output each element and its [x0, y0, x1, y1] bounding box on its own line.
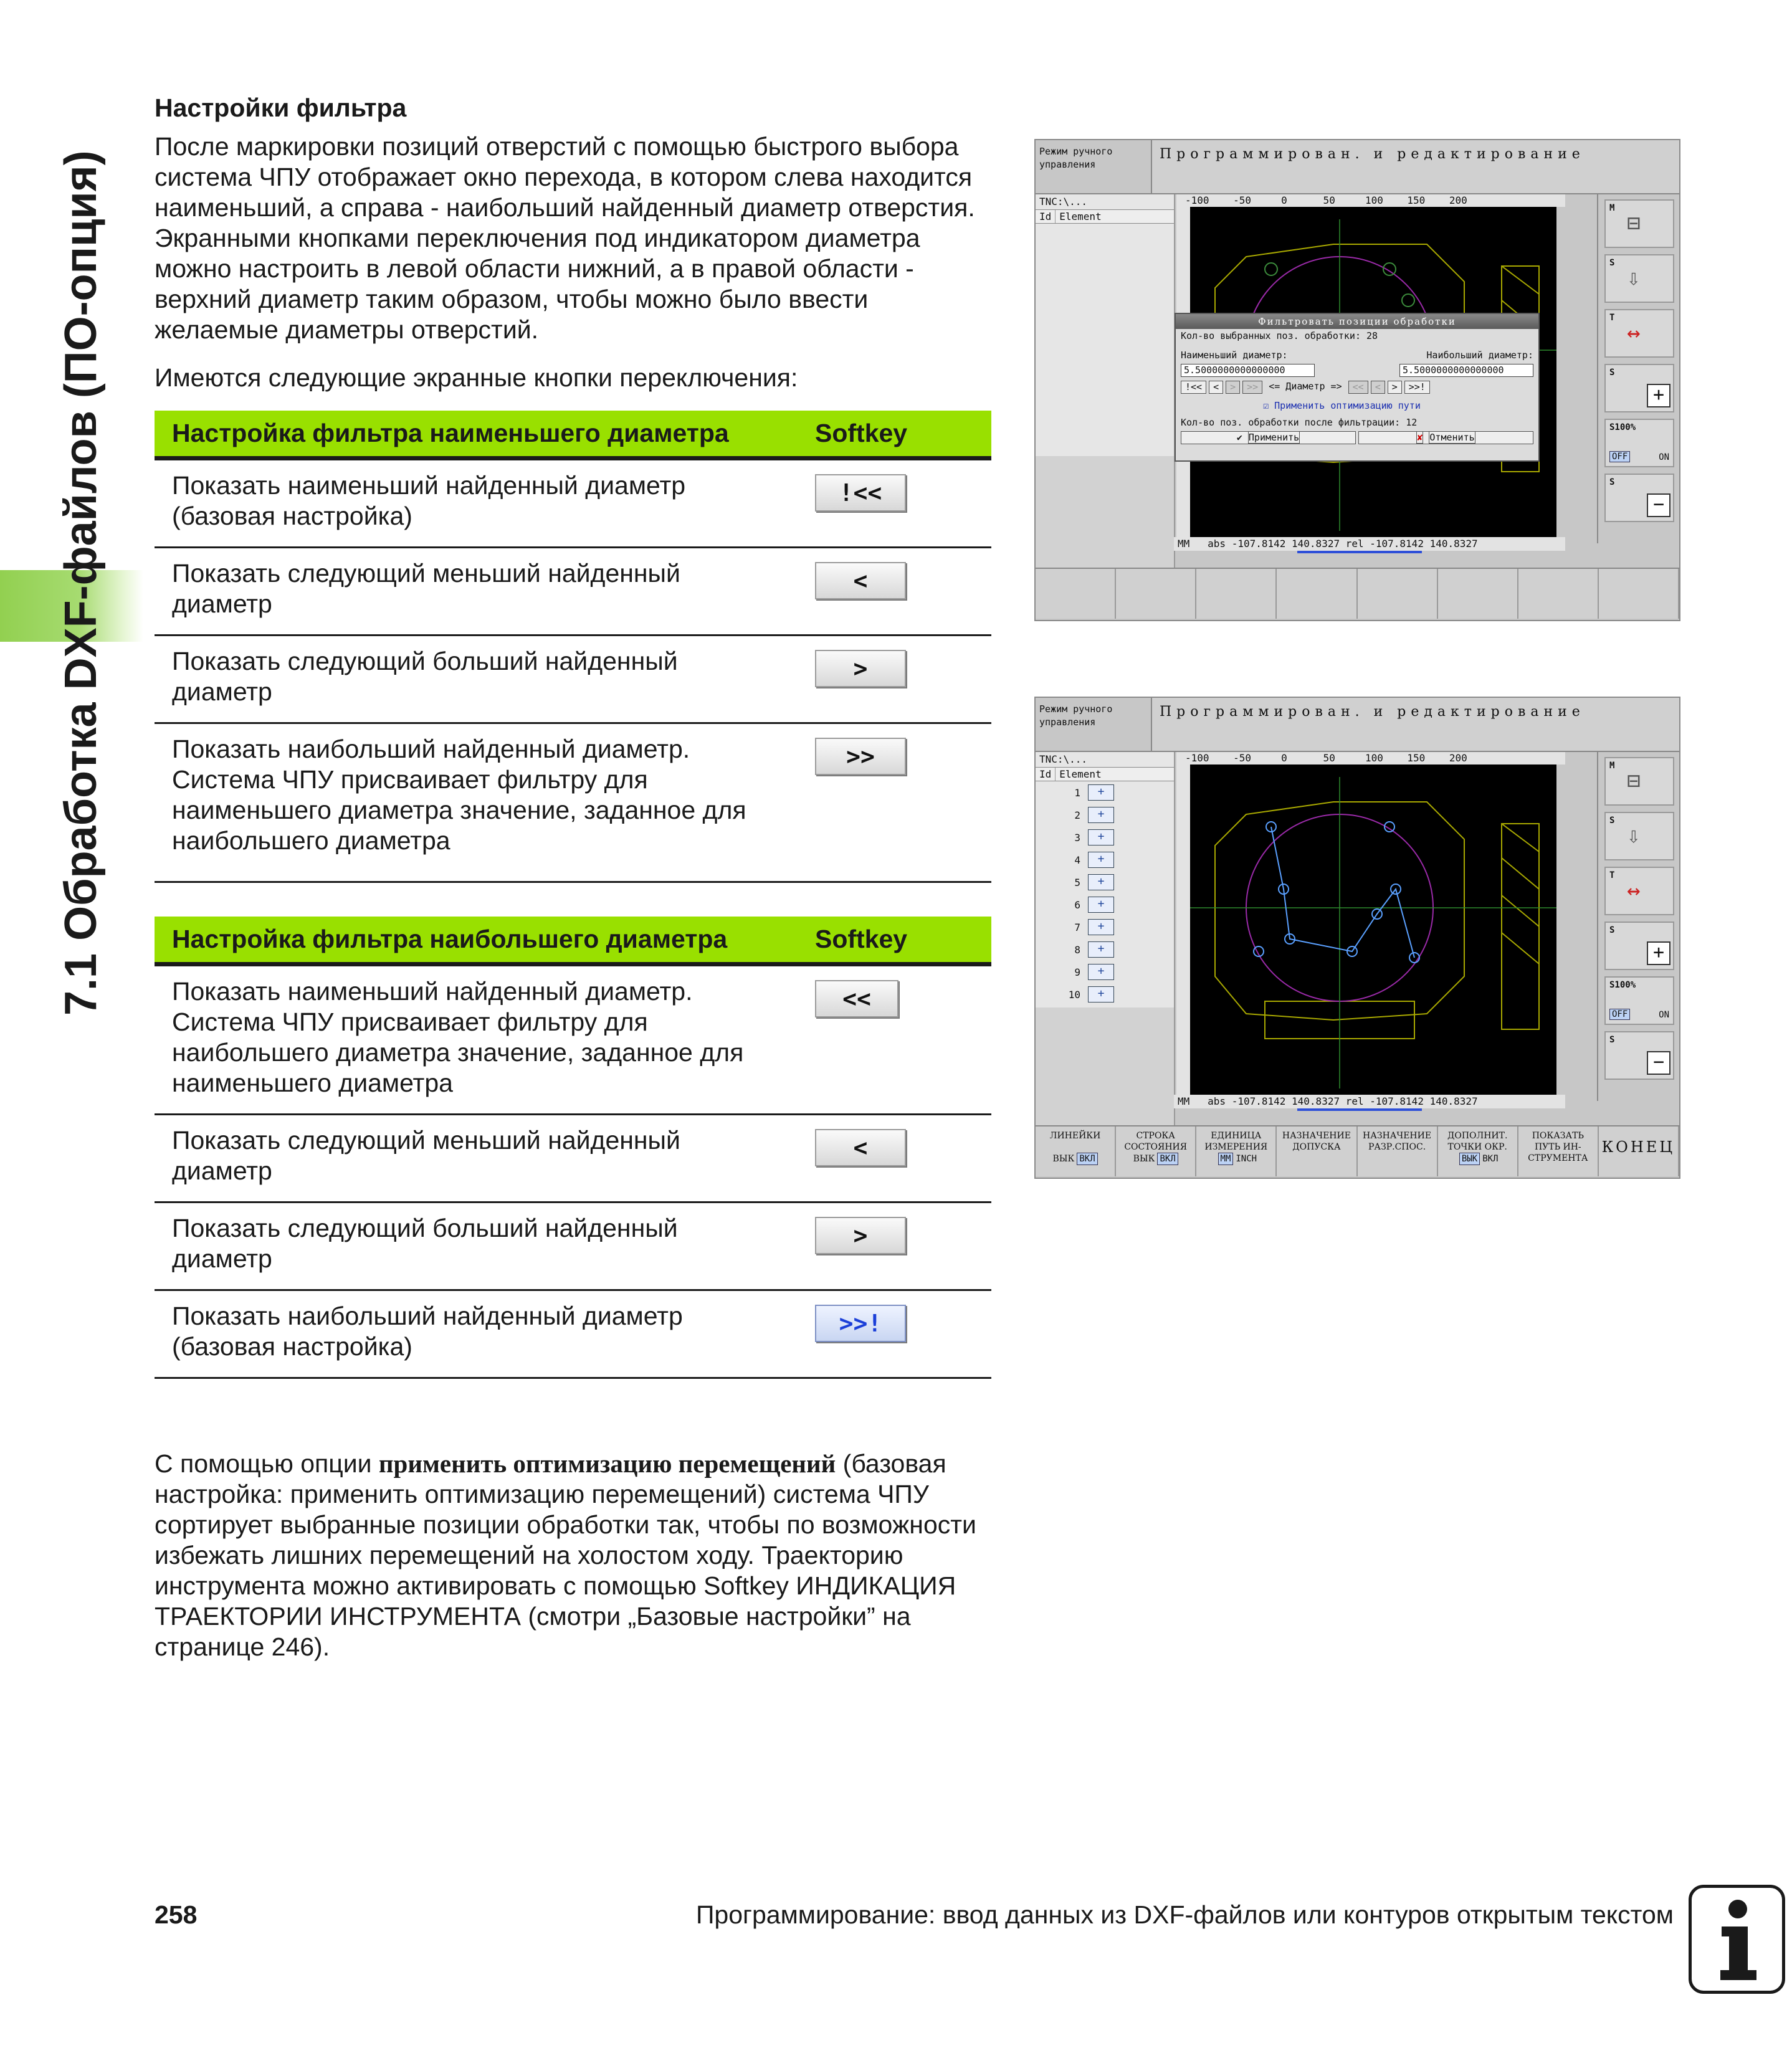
- s-plus-key[interactable]: [1604, 364, 1674, 412]
- apply-label: Применить: [1248, 432, 1300, 443]
- s100-key[interactable]: [1604, 419, 1674, 467]
- first-min-softkey[interactable]: !<<: [815, 474, 906, 512]
- softkey-units[interactable]: [1196, 1126, 1277, 1176]
- list-item[interactable]: [1036, 804, 1174, 826]
- softkey-tolerance[interactable]: [1277, 1126, 1357, 1176]
- table-row: [155, 548, 991, 636]
- softkey-off: ВЫК: [1459, 1153, 1480, 1165]
- position-marker-icon: +: [1088, 941, 1114, 958]
- available-softkeys-text: Имеются следующие экранные кнопки переключения:: [155, 363, 798, 392]
- col-element: Element: [1055, 768, 1105, 781]
- dlg-prev2-button[interactable]: <: [1371, 381, 1385, 394]
- bottom-text-end: (базовая настройка: применить оптимизацию перемещений) система ЧПУ сортирует выбранные позиции обработки так, чтобы по возможности избежать лишних перемещений на холостом ходу. Траекторию инструмента можно активировать с помощью Softkey ИНДИКАЦИЯ ТРАЕКТОРИИ ИНСТРУМЕНТА (смотри „Базовые настройки” на странице 246).: [155, 1449, 976, 1661]
- next-softkey[interactable]: >: [815, 1217, 906, 1254]
- s-minus-key[interactable]: [1604, 1031, 1674, 1080]
- minus-icon: −: [1647, 1051, 1670, 1075]
- table-row: [155, 1203, 991, 1290]
- ruler-top: -100 -50 0 50 100 150 200: [1176, 752, 1565, 764]
- list-item[interactable]: [1036, 849, 1174, 871]
- filter-dialog[interactable]: [1175, 313, 1540, 462]
- last-max-softkey[interactable]: >>!: [815, 1305, 906, 1342]
- tool-change-icon: ↔: [1627, 878, 1641, 903]
- list-item-id: 5: [1074, 876, 1080, 888]
- info-glyph: [1692, 1888, 1782, 1991]
- on-label: ON: [1659, 452, 1669, 462]
- dlg-min-button[interactable]: <<: [1348, 381, 1368, 394]
- element-tree: [1036, 752, 1175, 1153]
- apply-button[interactable]: ✔ Применить: [1181, 431, 1356, 444]
- mode-label: Режим ручного управления: [1039, 703, 1113, 728]
- s100-label: S100%: [1609, 422, 1636, 432]
- softkey-empty[interactable]: [1599, 569, 1679, 619]
- softkey-status-line[interactable]: [1116, 1126, 1196, 1176]
- right-softkey-panel: [1597, 752, 1679, 1101]
- list-item-id: 2: [1074, 809, 1080, 821]
- screen-topbar: [1036, 140, 1679, 194]
- position-marker-icon: +: [1088, 874, 1114, 890]
- bottom-paragraph: [155, 1449, 996, 1662]
- position-marker-icon: +: [1088, 829, 1114, 845]
- softkey-label: СТРОКА СОСТОЯНИЯ: [1124, 1131, 1188, 1152]
- position-marker-icon: +: [1088, 897, 1114, 913]
- softkey-row-empty: [1036, 568, 1679, 619]
- max-filter-table: [155, 917, 991, 1379]
- screenshot-filter-dialog: [1034, 139, 1680, 621]
- min-diameter-label: Наименьший диаметр:: [1181, 350, 1288, 361]
- s100-key[interactable]: [1604, 976, 1674, 1025]
- table-row: [155, 636, 991, 723]
- s-plus-key[interactable]: [1604, 922, 1674, 970]
- m-key[interactable]: [1604, 199, 1674, 248]
- m-label: M: [1609, 761, 1615, 771]
- table-row: [155, 459, 991, 548]
- row-description: Показать наименьший найденный диаметр. Система ЧПУ присваивает фильтру для наибольшего диаметра значение, заданное для наименьшего диаметра: [155, 964, 801, 1115]
- option-name: применить оптимизацию перемещений: [378, 1449, 836, 1478]
- softkey-on: ВКЛ: [1157, 1153, 1178, 1165]
- ruler-top: -100 -50 0 50 100 150 200: [1176, 194, 1565, 207]
- s-plus-label: S: [1609, 925, 1615, 935]
- selected-count: Кол-во выбранных поз. обработки: 28: [1181, 330, 1378, 341]
- max-jump-softkey[interactable]: >>: [815, 738, 906, 775]
- softkey-on: ВКЛ: [1482, 1154, 1499, 1164]
- s-key[interactable]: [1604, 812, 1674, 860]
- dlg-last-button[interactable]: >>!: [1404, 381, 1430, 394]
- min-diameter-field[interactable]: 5.5000000000000000: [1181, 364, 1315, 377]
- softkey-label: НАЗНАЧЕНИЕ РАЗР.СПОС.: [1363, 1131, 1432, 1152]
- list-item[interactable]: [1036, 916, 1174, 938]
- footer-text: Программирование: ввод данных из DXF-файлов или контуров открытым текстом: [695, 1900, 1674, 1929]
- off-label: OFF: [1609, 451, 1630, 462]
- min-table-header: Настройка фильтра наименьшего диаметра: [155, 411, 801, 459]
- optimize-checkbox[interactable]: ☑ Применить оптимизацию пути: [1263, 400, 1421, 411]
- list-item[interactable]: [1036, 781, 1174, 804]
- table-row: [155, 1290, 991, 1378]
- section-heading: Настройки фильтра: [155, 93, 407, 122]
- s100-label: S100%: [1609, 980, 1636, 990]
- softkey-extra-points[interactable]: [1438, 1126, 1518, 1176]
- softkey-rulers[interactable]: [1036, 1126, 1116, 1176]
- dialog-actions: [1176, 430, 1538, 445]
- spindle-icon: ⇩: [1627, 265, 1641, 291]
- t-label: T: [1609, 870, 1615, 880]
- dlg-prev-button[interactable]: <: [1209, 381, 1223, 394]
- s-minus-label: S: [1609, 477, 1615, 487]
- tree-columns: [1036, 209, 1174, 224]
- dlg-next2-button[interactable]: >: [1388, 381, 1402, 394]
- s-minus-key[interactable]: [1604, 474, 1674, 522]
- softkey-empty[interactable]: [1036, 569, 1116, 619]
- tool-change-icon: ↔: [1627, 320, 1641, 346]
- list-item[interactable]: [1036, 938, 1174, 961]
- cancel-icon: ✘: [1417, 432, 1423, 443]
- softkey-off: ВЫК: [1052, 1154, 1075, 1164]
- max-table-header: Настройка фильтра наибольшего диаметра: [155, 917, 801, 964]
- diameter-caption: <= Диаметр =>: [1269, 381, 1342, 392]
- list-item[interactable]: [1036, 961, 1174, 983]
- status-indicator: [1297, 551, 1422, 553]
- softkey-label: ЛИНЕЙКИ: [1049, 1131, 1101, 1141]
- machine-icon: ⊟: [1627, 768, 1641, 794]
- prev-softkey[interactable]: <: [815, 1129, 906, 1166]
- max-diameter-field[interactable]: 5.5000000000000000: [1399, 364, 1533, 377]
- t-key[interactable]: [1604, 309, 1674, 358]
- s-label: S: [1609, 816, 1615, 826]
- bottom-text-start: С помощью опции: [155, 1449, 379, 1478]
- mode-label: Режим ручного управления: [1039, 146, 1113, 170]
- ruler-left: [1176, 764, 1190, 1095]
- col-element: Element: [1055, 210, 1105, 223]
- cancel-label: Отменить: [1429, 432, 1475, 443]
- position-marker-icon: +: [1088, 784, 1114, 801]
- list-item-id: 4: [1074, 854, 1080, 866]
- spindle-icon: ⇩: [1627, 823, 1641, 849]
- cancel-button[interactable]: [1358, 431, 1533, 444]
- info-icon: [1689, 1885, 1785, 1994]
- prev-softkey[interactable]: <: [815, 562, 906, 599]
- softkey-empty[interactable]: [1518, 569, 1599, 619]
- s-minus-label: S: [1609, 1035, 1615, 1045]
- position-marker-icon: +: [1088, 807, 1114, 823]
- m-key[interactable]: [1604, 757, 1674, 806]
- chapter-title: 7.1 Обработка DXF-файлов (ПО-опция): [56, 150, 106, 1016]
- optimize-label: Применить оптимизацию пути: [1274, 400, 1421, 411]
- dlg-first-button[interactable]: !<<: [1181, 381, 1206, 394]
- program-title: Программирован. и редактирование: [1151, 698, 1679, 751]
- count-after: Кол-во поз. обработки после фильтрации: 12: [1181, 417, 1418, 428]
- softkey-label: ПОКАЗАТЬ ПУТЬ ИН- СТРУМЕНТА: [1528, 1131, 1588, 1163]
- softkey-label: НАЗНАЧЕНИЕ ДОПУСКА: [1282, 1131, 1351, 1152]
- min-filter-table: [155, 411, 991, 883]
- status-bar: MM abs -107.8142 140.8327 rel -107.8142 140.8327: [1174, 1095, 1565, 1108]
- diameter-labels: [1176, 348, 1538, 363]
- plus-icon: +: [1647, 384, 1670, 407]
- position-list: [1036, 781, 1174, 1006]
- off-label: OFF: [1609, 1009, 1630, 1020]
- softkey-mm: MM: [1218, 1153, 1234, 1165]
- list-item[interactable]: [1036, 871, 1174, 893]
- softkey-column-header: Softkey: [801, 411, 991, 459]
- list-item[interactable]: [1036, 983, 1174, 1006]
- dlg-max-button[interactable]: >>: [1242, 381, 1262, 394]
- t-label: T: [1609, 313, 1615, 323]
- table-row: [155, 964, 991, 1115]
- tree-columns: [1036, 767, 1174, 781]
- list-item-id: 8: [1074, 943, 1080, 956]
- s-label: S: [1609, 258, 1615, 268]
- softkey-resolution[interactable]: [1358, 1126, 1438, 1176]
- plus-icon: +: [1647, 941, 1670, 965]
- row-description: Показать следующий больший найденный диаметр: [155, 636, 801, 723]
- list-item-id: 7: [1074, 921, 1080, 933]
- list-item-id: 1: [1074, 786, 1080, 799]
- screen-topbar: [1036, 698, 1679, 752]
- right-softkey-panel: [1597, 194, 1679, 543]
- filter-buttons: [1176, 378, 1538, 396]
- softkey-tool-path[interactable]: [1518, 1126, 1599, 1176]
- on-label: ON: [1659, 1010, 1669, 1020]
- softkey-row: [1036, 1125, 1679, 1176]
- position-marker-icon: +: [1088, 986, 1114, 1003]
- row-description: Показать наименьший найденный диаметр (базовая настройка): [155, 459, 801, 548]
- softkey-label: ЕДИНИЦА ИЗМЕРЕНИЯ: [1204, 1131, 1268, 1152]
- softkey-on: ВКЛ: [1077, 1153, 1097, 1165]
- list-item-id: 3: [1074, 831, 1080, 844]
- position-marker-icon: +: [1088, 919, 1114, 935]
- row-description: Показать наибольший найденный диаметр (базовая настройка): [155, 1290, 801, 1378]
- softkey-empty[interactable]: [1277, 569, 1357, 619]
- softkey-column-header: Softkey: [801, 917, 991, 964]
- list-item-id: 6: [1074, 898, 1080, 911]
- position-marker-icon: +: [1088, 852, 1114, 868]
- row-description: Показать следующий больший найденный диаметр: [155, 1203, 801, 1290]
- softkey-label: КОНЕЦ: [1601, 1138, 1675, 1156]
- m-label: M: [1609, 203, 1615, 213]
- s-key[interactable]: [1604, 254, 1674, 303]
- min-jump-softkey[interactable]: <<: [815, 980, 898, 1017]
- status-bar: MM abs -107.8142 140.8327 rel -107.8142 140.8327: [1174, 537, 1565, 551]
- page-number: 258: [155, 1900, 198, 1929]
- row-description: Показать наибольший найденный диаметр. Система ЧПУ присваивает фильтру для наименьшего диаметра значение, заданное для наибольшего диаметра: [155, 723, 801, 882]
- cad-drawing: [1190, 764, 1556, 1095]
- softkey-label: ДОПОЛНИТ. ТОЧКИ ОКР.: [1447, 1131, 1508, 1152]
- screenshot-filtered-list: [1034, 697, 1680, 1179]
- machine-icon: ⊟: [1627, 211, 1641, 236]
- drawing-canvas[interactable]: [1190, 764, 1556, 1095]
- next-softkey[interactable]: >: [815, 650, 906, 687]
- s-plus-label: S: [1609, 368, 1615, 378]
- tree-path: TNC:\...: [1039, 196, 1088, 207]
- dlg-next-button[interactable]: >: [1226, 381, 1240, 394]
- diameter-values: [1176, 363, 1538, 378]
- main-content: [155, 93, 996, 1379]
- list-item[interactable]: [1036, 893, 1174, 916]
- dialog-title: Фильтровать позиции обработки: [1176, 314, 1538, 329]
- list-item-id: 10: [1068, 988, 1080, 1001]
- t-key[interactable]: [1604, 867, 1674, 915]
- element-tree: [1036, 194, 1175, 595]
- col-id: Id: [1039, 768, 1052, 780]
- row-description: Показать следующий меньший найденный диаметр: [155, 548, 801, 636]
- tree-path: TNC:\...: [1039, 753, 1088, 765]
- col-id: Id: [1039, 211, 1052, 222]
- intro-paragraph: После маркировки позиций отверстий с помощью быстрого выбора система ЧПУ отображает окно перехода, в котором слева находится наименьший, а справа - наибольший найденный диаметр отверстия. Экранными кнопками переключения под индикатором диаметра можно настроить в левой области нижний, а в правой области - верхний диаметр таким образом, чтобы можно было ввести желаемые диаметры отверстий.: [155, 132, 975, 344]
- softkey-empty[interactable]: [1196, 569, 1277, 619]
- program-title: Программирован. и редактирование: [1151, 140, 1679, 193]
- softkey-empty[interactable]: [1116, 569, 1196, 619]
- softkey-empty[interactable]: [1438, 569, 1518, 619]
- row-description: Показать следующий меньший найденный диаметр: [155, 1115, 801, 1203]
- status-indicator: [1297, 1108, 1422, 1111]
- list-item-id: 9: [1074, 966, 1080, 978]
- table-row: [155, 723, 991, 882]
- softkey-inch: INCH: [1236, 1154, 1257, 1164]
- softkey-end[interactable]: [1599, 1126, 1679, 1176]
- list-item[interactable]: [1036, 826, 1174, 849]
- max-diameter-label: Наибольший диаметр:: [1426, 350, 1533, 361]
- softkey-off: ВЫК: [1133, 1154, 1155, 1164]
- softkey-empty[interactable]: [1358, 569, 1438, 619]
- table-row: [155, 1115, 991, 1203]
- position-marker-icon: +: [1088, 964, 1114, 980]
- minus-icon: −: [1647, 493, 1670, 517]
